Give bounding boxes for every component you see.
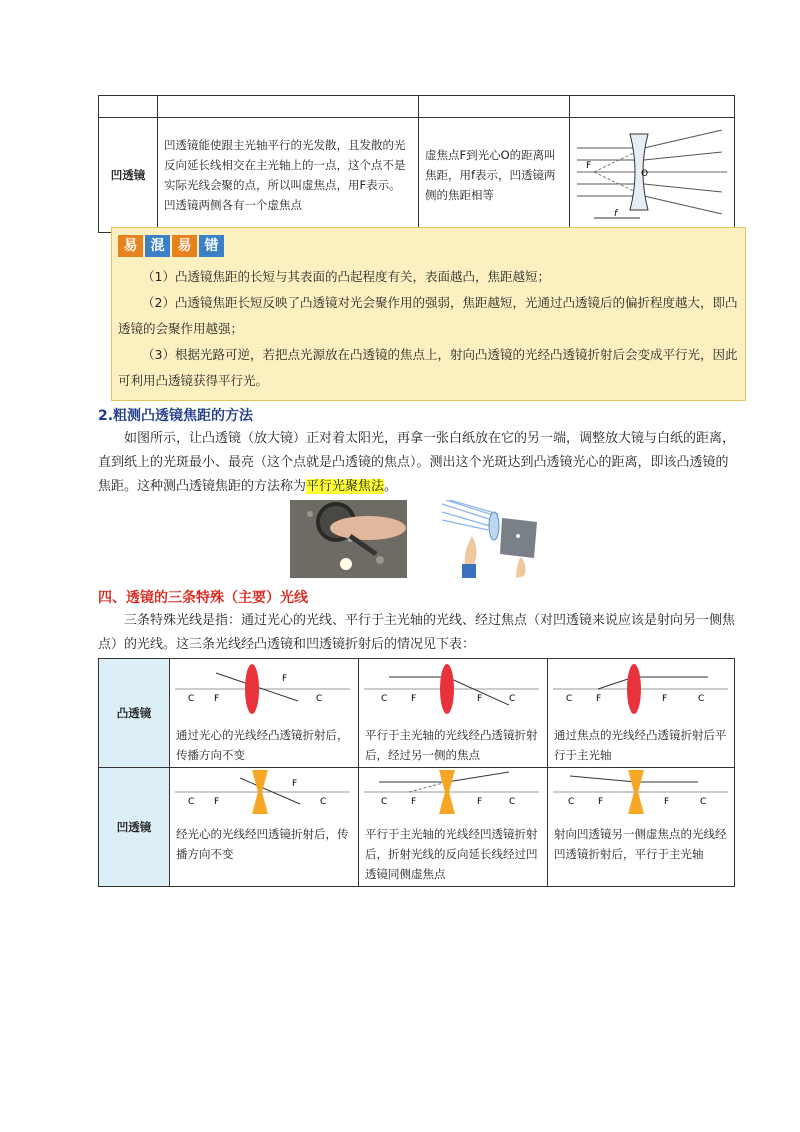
c-label: C bbox=[188, 694, 195, 704]
focus-label: F bbox=[586, 161, 592, 171]
magnifier-photo-art bbox=[290, 500, 407, 578]
section-paragraph: 三条特殊光线是指：通过光心的光线、平行于主光轴的光线、经过焦点（对凹透镜来说应该是射向另一侧焦点）的光线。这三条光线经凸透镜和凹透镜折射后的情况见下表： bbox=[98, 613, 736, 652]
convex-row-label: 凸透镜 bbox=[99, 659, 170, 768]
tip-tag: 易 bbox=[172, 235, 197, 257]
f-label: F bbox=[662, 694, 668, 704]
paragraph-text: 如图所示，让凸透镜（放大镜）正对着太阳光，再拿一张白纸放在它的另一端，调整放大镜与白纸的距离，直到纸上的光斑最小、最亮（这个点就是凸透镜的焦点）。测出这个光斑达到凸透镜光心的距离，即该凸透镜的焦距。这种测凸透镜焦距的方法称为 bbox=[98, 431, 736, 494]
concave-parallel-ray-diagram bbox=[359, 768, 545, 816]
concave-center-ray-cell bbox=[170, 768, 359, 887]
concave-focus-ray-desc: 射向凹透镜另一侧虚焦点的光线经凹透镜折射后，平行于主光轴 bbox=[554, 827, 727, 861]
f-label: F bbox=[477, 797, 483, 807]
empty-cell bbox=[158, 96, 419, 118]
paragraph-end: 。 bbox=[384, 479, 398, 494]
highlight-term: 平行光聚焦法 bbox=[306, 479, 385, 494]
tip-list bbox=[118, 264, 738, 394]
c-label: C bbox=[316, 694, 323, 704]
convex-center-ray-diagram bbox=[170, 659, 356, 717]
definition-cell: 凹透镜能使跟主光轴平行的光发散，且发散的光反向延长线相交在主光轴上的一点，这个点不是实际光线会聚的点，所以叫虚焦点，用F表示。凹透镜两侧各有一个虚焦点 bbox=[158, 118, 419, 233]
empty-cell bbox=[419, 96, 570, 118]
f-label: F bbox=[477, 694, 483, 704]
c-label: C bbox=[509, 797, 516, 807]
special-rays-table bbox=[98, 658, 735, 887]
tip-item: （3）根据光路可逆，若把点光源放在凸透镜的焦点上，射向凸透镜的光经凸透镜折射后会变成平行光，因此可利用凸透镜获得平行光。 bbox=[118, 347, 738, 388]
empty-cell bbox=[570, 96, 735, 118]
f-label: f bbox=[614, 209, 618, 219]
f-label: F bbox=[411, 694, 417, 704]
magnifier-photo bbox=[290, 500, 407, 578]
diagram-cell bbox=[570, 118, 735, 233]
convex-focus-ray-diagram bbox=[548, 659, 734, 717]
concave-row-label: 凹透镜 bbox=[99, 768, 170, 887]
f-label: F bbox=[214, 797, 220, 807]
convex-center-ray-desc: 通过光心的光线经凸透镜折射后，传播方向不变 bbox=[176, 728, 349, 762]
f-label: F bbox=[598, 797, 604, 807]
convex-parallel-ray-desc: 平行于主光轴的光线经凸透镜折射后，经过另一侧的焦点 bbox=[365, 728, 538, 762]
tip-tag: 混 bbox=[145, 235, 170, 257]
c-label: C bbox=[700, 797, 707, 807]
concave-parallel-ray-desc: 平行于主光轴的光线经凹透镜折射后，折射光线的反向延长线经过凹透镜同侧虚焦点 bbox=[365, 827, 538, 881]
convex-focus-ray-cell bbox=[548, 659, 735, 768]
c-label: C bbox=[381, 797, 388, 807]
c-label: C bbox=[698, 694, 705, 704]
concave-center-ray-desc: 经光心的光线经凹透镜折射后，传播方向不变 bbox=[176, 827, 349, 861]
concave-lens-table bbox=[98, 95, 735, 233]
convex-focus-ray-desc: 通过焦点的光线经凸透镜折射后平行于主光轴 bbox=[554, 728, 727, 762]
tip-item: （1）凸透镜焦距的长短与其表面的凸起程度有关，表面越凸，焦距越短； bbox=[142, 269, 550, 284]
section-heading: 2.粗测凸透镜焦距的方法 bbox=[98, 408, 254, 424]
concave-parallel-ray-cell bbox=[359, 768, 548, 887]
center-label: O bbox=[641, 169, 649, 179]
f-label: F bbox=[596, 694, 602, 704]
f-label: F bbox=[664, 797, 670, 807]
row-label: 凹透镜 bbox=[99, 118, 158, 233]
tip-item: （2）凸透镜焦距长短反映了凸透镜对光会聚作用的强弱，焦距越短，光通过凸透镜后的偏折程度越大，即凸透镜的会聚作用越强； bbox=[118, 295, 738, 336]
c-label: C bbox=[188, 797, 195, 807]
f-label: F bbox=[411, 797, 417, 807]
c-label: C bbox=[381, 694, 388, 704]
concave-lens-diagram bbox=[572, 120, 732, 224]
f-label: F bbox=[214, 694, 220, 704]
c-label: C bbox=[566, 694, 573, 704]
section-heading: 四、透镜的三条特殊（主要）光线 bbox=[98, 590, 308, 606]
concave-focus-ray-diagram bbox=[548, 768, 734, 816]
concave-center-ray-diagram bbox=[170, 768, 356, 816]
empty-cell bbox=[99, 96, 158, 118]
focal-length-cell: 虚焦点F到光心O的距离叫焦距，用f表示，凹透镜两侧的焦距相等 bbox=[419, 118, 570, 233]
convex-parallel-ray-diagram bbox=[359, 659, 545, 717]
convex-parallel-ray-cell bbox=[359, 659, 548, 768]
tip-tag: 易 bbox=[118, 235, 143, 257]
c-label: C bbox=[320, 797, 327, 807]
tip-box bbox=[111, 227, 746, 401]
focus-diagram-art bbox=[442, 500, 542, 580]
f-label: F bbox=[282, 674, 288, 684]
focus-diagram bbox=[442, 500, 542, 580]
tip-tags bbox=[118, 235, 226, 257]
c-label: C bbox=[568, 797, 575, 807]
c-label: C bbox=[509, 694, 516, 704]
convex-center-ray-cell bbox=[170, 659, 359, 768]
concave-focus-ray-cell bbox=[548, 768, 735, 887]
f-label: F bbox=[292, 779, 298, 789]
tip-tag: 错 bbox=[199, 235, 224, 257]
section-paragraph bbox=[98, 427, 738, 499]
